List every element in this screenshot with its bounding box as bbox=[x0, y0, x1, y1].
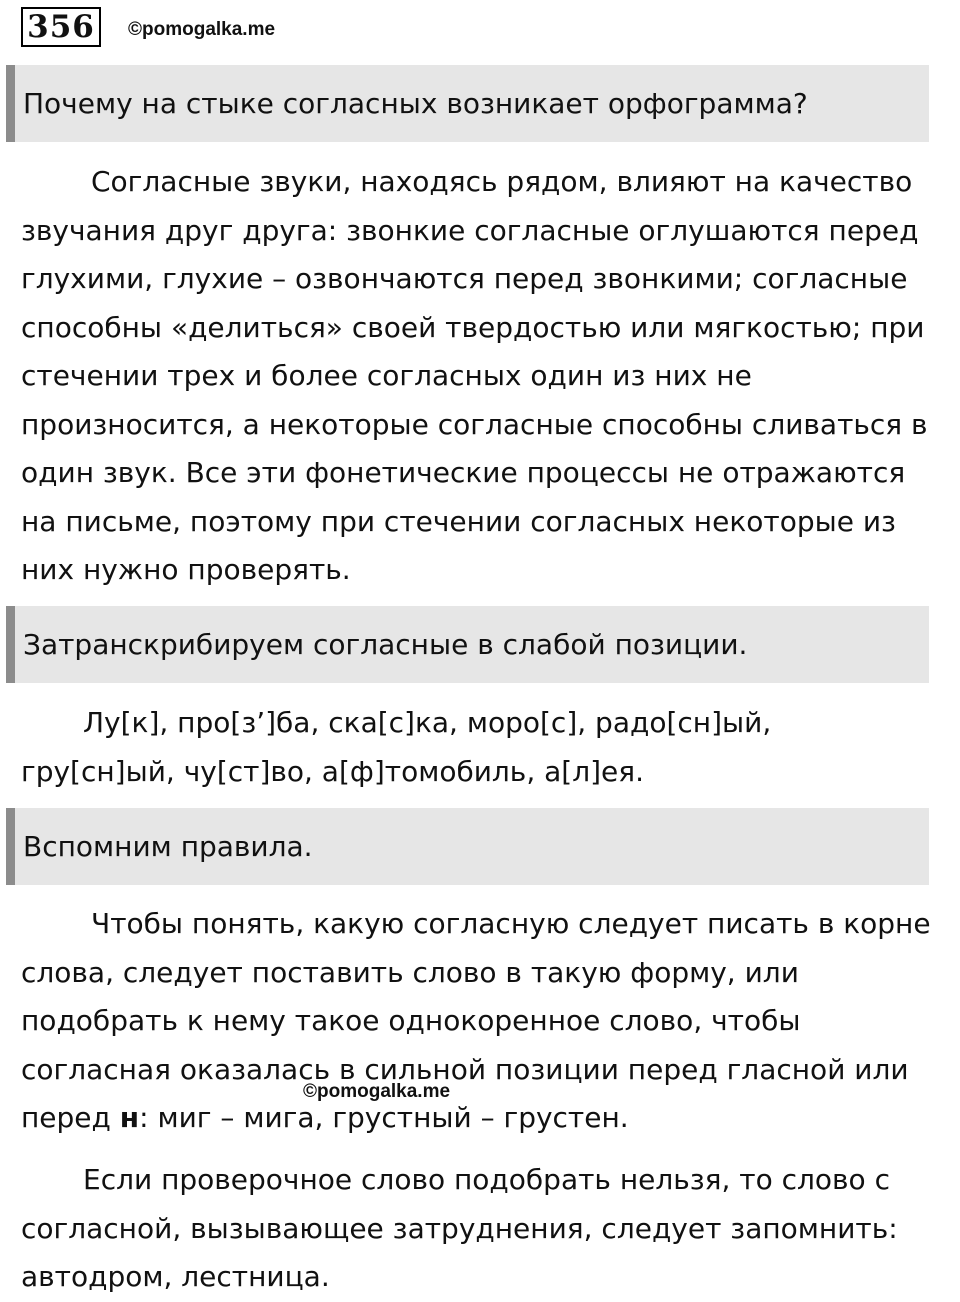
paragraph-line: глухими, глухие – озвончаются перед звонкими; согласные bbox=[21, 262, 908, 295]
text-fragment: перед bbox=[21, 1101, 120, 1134]
paragraph-line bbox=[21, 1094, 953, 1143]
answer-paragraph-1 bbox=[21, 158, 953, 595]
paragraph-line: согласная оказалась в сильной позиции перед гласной или bbox=[21, 1052, 909, 1086]
paragraph-line: согласной, вызывающее затруднения, следует запомнить: bbox=[21, 1211, 898, 1245]
paragraph-line: них нужно проверять. bbox=[21, 553, 351, 586]
text-fragment: : миг – мига, грустный – грустен. bbox=[139, 1101, 629, 1134]
paragraph-line: способны «делиться» своей твердостью или мягкостью; при bbox=[21, 310, 925, 344]
paragraph-line: слова, следует поставить слово в такую форму, или bbox=[21, 955, 799, 989]
memorize-paragraph bbox=[21, 1156, 953, 1302]
paragraph-line: на письме, поэтому при стечении согласных некоторые из bbox=[21, 504, 896, 538]
paragraph-line: гру[сн]ый, чу[ст]во, а[ф]томобиль, а[л]ея. bbox=[21, 754, 644, 788]
watermark-mid: ©pomogalka.me bbox=[303, 1081, 451, 1102]
bold-letter: н bbox=[119, 1101, 140, 1134]
question-heading-1: Почему на стыке согласных возникает орфограмма? bbox=[6, 65, 929, 142]
paragraph-line: стечении трех и более согласных один из них не bbox=[21, 359, 752, 392]
paragraph-line: подобрать к нему такое однокоренное слово, чтобы bbox=[21, 1004, 801, 1037]
question-heading-3: Вспомним правила. bbox=[6, 808, 929, 885]
paragraph-line: один звук. Все эти фонетические процессы не отражаются bbox=[21, 456, 906, 489]
watermark-top: ©pomogalka.me bbox=[128, 19, 276, 40]
paragraph-line: автодром, лестница. bbox=[21, 1260, 330, 1293]
question-heading-2: Затранскрибируем согласные в слабой позиции. bbox=[6, 606, 929, 683]
transcription-paragraph bbox=[21, 699, 953, 796]
paragraph-line: Чтобы понять, какую согласную следует писать в корне bbox=[91, 907, 931, 940]
paragraph-line: Если проверочное слово подобрать нельзя, то слово с bbox=[83, 1163, 890, 1196]
paragraph-line: Согласные звуки, находясь рядом, влияют на качество bbox=[91, 165, 913, 198]
rules-paragraph bbox=[21, 900, 953, 1143]
paragraph-line: звучания друг друга: звонкие согласные оглушаются перед bbox=[21, 213, 919, 247]
paragraph-line: произносится, а некоторые согласные способны сливаться в bbox=[21, 407, 928, 441]
paragraph-line: Лу[к], про[з’]ба, ска[с]ка, моро[с], радо[сн]ый, bbox=[83, 706, 772, 739]
task-number: 356 bbox=[21, 7, 101, 47]
